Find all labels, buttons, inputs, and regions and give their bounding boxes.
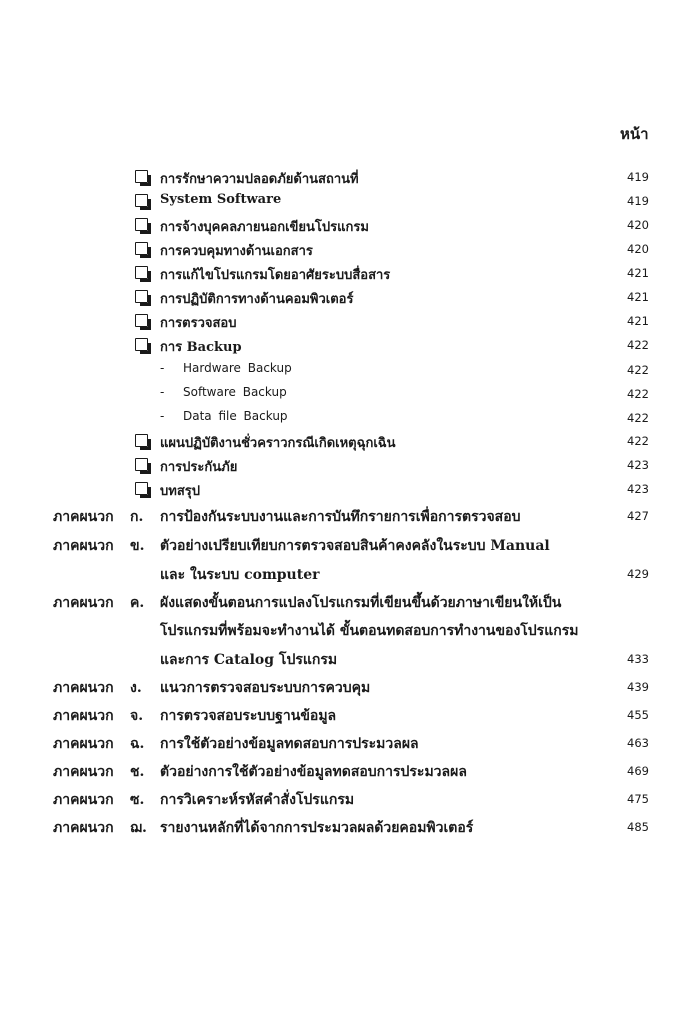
appendix-letter: ซ.	[130, 792, 145, 808]
toc-item-page: 422	[627, 411, 649, 425]
toc-item-page: 422	[627, 387, 649, 401]
appendix-page: 427	[627, 509, 649, 523]
appendix-letter: ก.	[130, 509, 144, 525]
appendix-letter: ฉ.	[130, 736, 145, 752]
appendix-page: 429	[627, 567, 649, 581]
toc-item-title: การรักษาความปลอดภัยด้านสถานที่	[160, 172, 359, 187]
appendix-title: ตัวอย่างเปรียบเทียบการตรวจสอบสินค้าคงคลังในระบบ Manual	[160, 538, 550, 554]
toc-item-page: 423	[627, 482, 649, 496]
appendix-page: 439	[627, 680, 649, 694]
toc-item-title: การควบคุมทางด้านเอกสาร	[160, 244, 313, 259]
appendix-label: ภาคผนวก	[53, 680, 114, 696]
appendix-page: 485	[627, 820, 649, 834]
toc-item	[0, 456, 682, 478]
toc-item-page: 421	[627, 290, 649, 304]
appendix-page: 475	[627, 792, 649, 806]
appendix-entry	[0, 506, 682, 532]
toc-item	[0, 432, 682, 454]
appendix-entry	[0, 535, 682, 561]
appendix-letter: ค.	[130, 595, 145, 611]
appendix-title: แนวการตรวจสอบระบบการควบคุม	[160, 680, 371, 696]
appendix-letter: ข.	[130, 538, 145, 554]
appendix-label: ภาคผนวก	[53, 764, 114, 780]
toc-item-page: 423	[627, 458, 649, 472]
appendix-title-line: และ ในระบบ computer	[160, 567, 320, 583]
toc-subitem-title: Data file Backup	[183, 409, 288, 423]
appendix-label: ภาคผนวก	[53, 736, 114, 752]
dash-bullet: -	[160, 409, 165, 423]
page-header-label: หน้า	[620, 125, 649, 143]
appendix-letter: ง.	[130, 680, 142, 696]
checkbox-icon	[135, 482, 148, 495]
appendix-page: 469	[627, 764, 649, 778]
appendix-title: การตรวจสอบระบบฐานข้อมูล	[160, 708, 337, 724]
toc-item-page: 420	[627, 218, 649, 232]
checkbox-icon	[135, 458, 148, 471]
toc-item	[0, 192, 682, 214]
checkbox-icon	[135, 338, 148, 351]
toc-item	[0, 168, 682, 190]
toc-item-page: 421	[627, 266, 649, 280]
toc-item	[0, 264, 682, 286]
dash-bullet: -	[160, 361, 165, 375]
toc-subitem	[0, 361, 682, 383]
appendix-continuation	[0, 564, 682, 590]
toc-item-page: 422	[627, 338, 649, 352]
toc-item-title: บทสรุป	[160, 484, 200, 499]
toc-item	[0, 312, 682, 334]
appendix-letter: จ.	[130, 708, 144, 724]
checkbox-icon	[135, 434, 148, 447]
appendix-page: 463	[627, 736, 649, 750]
appendix-title: รายงานหลักที่ได้จากการประมวลผลด้วยคอมพิวเตอร์	[160, 820, 474, 836]
appendix-page: 433	[627, 652, 649, 666]
appendix-label: ภาคผนวก	[53, 792, 114, 808]
checkbox-icon	[135, 194, 148, 207]
appendix-label: ภาคผนวก	[53, 708, 114, 724]
toc-item	[0, 240, 682, 262]
appendix-letter: ช.	[130, 764, 145, 780]
toc-item-title: System Software	[160, 192, 282, 207]
appendix-label: ภาคผนวก	[53, 820, 114, 836]
appendix-label: ภาคผนวก	[53, 595, 114, 611]
toc-subitem-title: Hardware Backup	[183, 361, 292, 375]
toc-item-title: การตรวจสอบ	[160, 316, 237, 331]
toc-item-title: การจ้างบุคคลภายนอกเขียนโปรแกรม	[160, 220, 369, 235]
toc-item-page: 419	[627, 194, 649, 208]
appendix-entry	[0, 761, 682, 787]
toc-item	[0, 480, 682, 502]
appendix-letter: ฌ.	[130, 820, 147, 836]
toc-item-page: 421	[627, 314, 649, 328]
appendix-entry	[0, 817, 682, 843]
appendix-title: ผังแสดงขั้นตอนการแปลงโปรแกรมที่เขียนขึ้นด้วยภาษาเขียนให้เป็น	[160, 595, 562, 611]
toc-item-title: การ Backup	[160, 340, 242, 355]
checkbox-icon	[135, 266, 148, 279]
toc-item-title: แผนปฏิบัติงานชั่วคราวกรณีเกิดเหตุฉุกเฉิน	[160, 436, 396, 451]
toc-item-page: 422	[627, 363, 649, 377]
toc-subitem-title: Software Backup	[183, 385, 287, 399]
toc-item-page: 419	[627, 170, 649, 184]
checkbox-icon	[135, 170, 148, 183]
appendix-label: ภาคผนวก	[53, 509, 114, 525]
appendix-title: การใช้ตัวอย่างข้อมูลทดสอบการประมวลผล	[160, 736, 419, 752]
toc-subitem	[0, 385, 682, 407]
appendix-entry	[0, 705, 682, 731]
appendix-continuation	[0, 620, 682, 646]
checkbox-icon	[135, 218, 148, 231]
toc-item	[0, 288, 682, 310]
dash-bullet: -	[160, 385, 165, 399]
toc-item	[0, 216, 682, 238]
appendix-entry	[0, 592, 682, 618]
toc-item	[0, 336, 682, 358]
toc-subitem	[0, 409, 682, 431]
appendix-continuation	[0, 649, 682, 675]
appendix-title-line: และการ Catalog โปรแกรม	[160, 652, 338, 668]
appendix-title: ตัวอย่างการใช้ตัวอย่างข้อมูลทดสอบการประมวลผล	[160, 764, 467, 780]
appendix-title: การป้องกันระบบงานและการบันทึกรายการเพื่อการตรวจสอบ	[160, 509, 521, 525]
toc-item-page: 420	[627, 242, 649, 256]
toc-item-page: 422	[627, 434, 649, 448]
appendix-entry	[0, 789, 682, 815]
appendix-entry	[0, 733, 682, 759]
checkbox-icon	[135, 314, 148, 327]
appendix-label: ภาคผนวก	[53, 538, 114, 554]
checkbox-icon	[135, 290, 148, 303]
toc-item-title: การปฏิบัติการทางด้านคอมพิวเตอร์	[160, 292, 354, 307]
toc-item-title: การแก้ไขโปรแกรมโดยอาศัยระบบสื่อสาร	[160, 268, 391, 283]
toc-item-title: การประกันภัย	[160, 460, 238, 475]
appendix-title-line: โปรแกรมที่พร้อมจะทำงานได้ ขั้นตอนทดสอบการทำงานของโปรแกรม	[160, 623, 579, 639]
appendix-page: 455	[627, 708, 649, 722]
appendix-title: การวิเคราะห์รหัสคำสั่งโปรแกรม	[160, 792, 355, 808]
checkbox-icon	[135, 242, 148, 255]
appendix-entry	[0, 677, 682, 703]
